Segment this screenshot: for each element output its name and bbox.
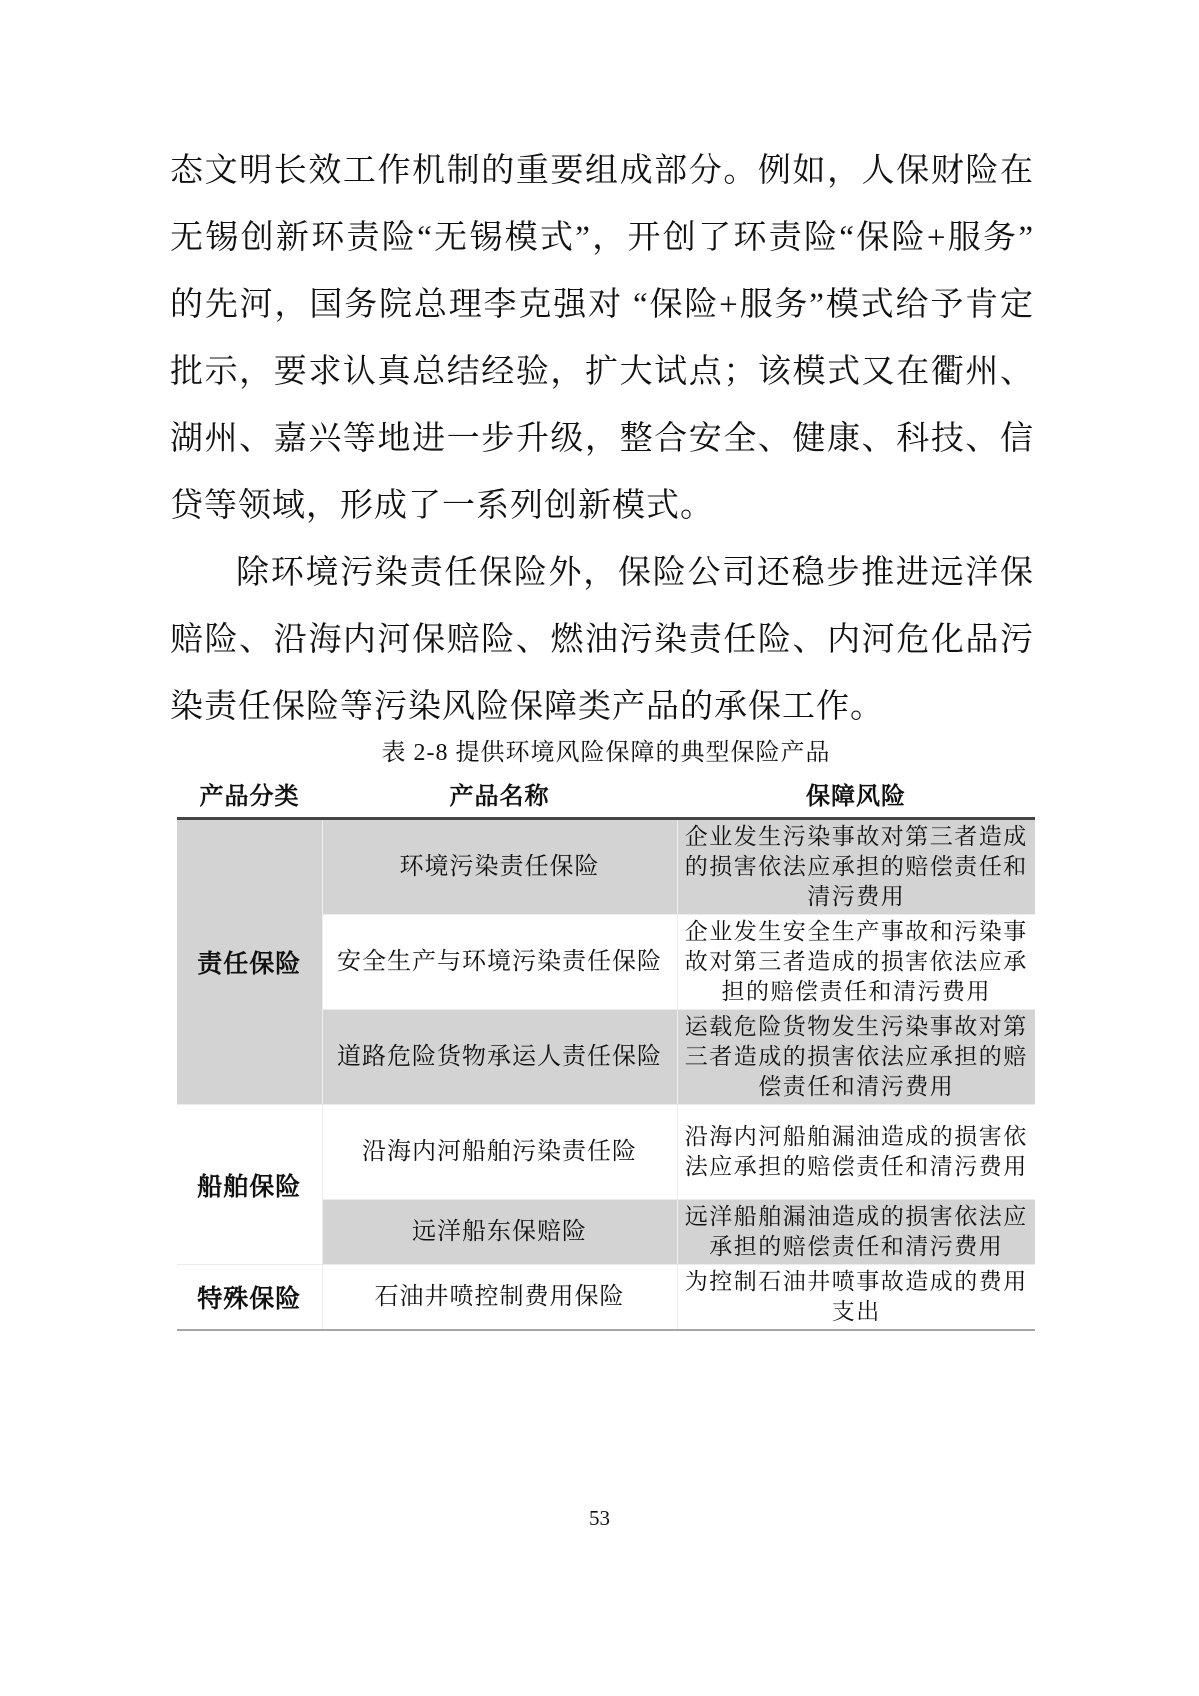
body-text bbox=[170, 138, 1034, 741]
table-row bbox=[177, 1105, 1035, 1200]
covered-risk-cell: 企业发生安全生产事故和污染事故对第三者造成的损害依法应承担的赔偿责任和清污费用 bbox=[677, 915, 1035, 1010]
paragraph-2: 除环境污染责任保险外，保险公司还稳步推进远洋保赔险、沿海内河保赔险、燃油污染责任险、内河危化品污染责任保险等污染风险保障类产品的承保工作。 bbox=[170, 555, 1034, 725]
page-number: 53 bbox=[589, 1506, 610, 1530]
covered-risk-cell: 沿海内河船舶漏油造成的损害依法应承担的赔偿责任和清污费用 bbox=[677, 1105, 1035, 1200]
product-name-cell: 环境污染责任保险 bbox=[322, 819, 677, 915]
covered-risk-cell: 为控制石油井喷事故造成的费用支出 bbox=[677, 1265, 1035, 1331]
product-name-cell: 道路危险货物承运人责任保险 bbox=[322, 1010, 677, 1105]
table-caption: 表 2-8 提供环境风险保障的典型保险产品 bbox=[381, 740, 831, 766]
table-body bbox=[177, 819, 1035, 1331]
table-row bbox=[177, 819, 1035, 915]
paragraph-1: 态文明长效工作机制的重要组成部分。例如，人保财险在无锡创新环责险“无锡模式”，开创了环责险“保险+服务”的先河，国务院总理李克强对 “保险+服务”模式给予肯定批示，要求认真总结经验，扩大试点；该模式又在衢州、湖州、嘉兴等地进一步升级，整合安全、健康、科技、信贷等领域，形成了一系列创新模式。 bbox=[170, 153, 1034, 524]
header-product-category: 产品分类 bbox=[177, 775, 322, 819]
category-cell: 特殊保险 bbox=[177, 1265, 322, 1331]
header-product-name: 产品名称 bbox=[322, 775, 677, 819]
covered-risk-cell: 远洋船舶漏油造成的损害依法应承担的赔偿责任和清污费用 bbox=[677, 1200, 1035, 1265]
covered-risk-cell: 企业发生污染事故对第三者造成的损害依法应承担的赔偿责任和清污费用 bbox=[677, 819, 1035, 915]
header-covered-risk: 保障风险 bbox=[677, 775, 1035, 819]
category-cell: 船舶保险 bbox=[177, 1105, 322, 1265]
product-name-cell: 石油井喷控制费用保险 bbox=[322, 1265, 677, 1331]
product-name-cell: 远洋船东保赔险 bbox=[322, 1200, 677, 1265]
table-row bbox=[177, 1265, 1035, 1331]
table-header-row bbox=[177, 775, 1035, 819]
covered-risk-cell: 运载危险货物发生污染事故对第三者造成的损害依法应承担的赔偿责任和清污费用 bbox=[677, 1010, 1035, 1105]
products-table bbox=[177, 775, 1035, 1331]
table-block bbox=[177, 738, 1035, 1331]
product-name-cell: 安全生产与环境污染责任保险 bbox=[322, 915, 677, 1010]
product-name-cell: 沿海内河船舶污染责任险 bbox=[322, 1105, 677, 1200]
category-cell: 责任保险 bbox=[177, 819, 322, 1105]
